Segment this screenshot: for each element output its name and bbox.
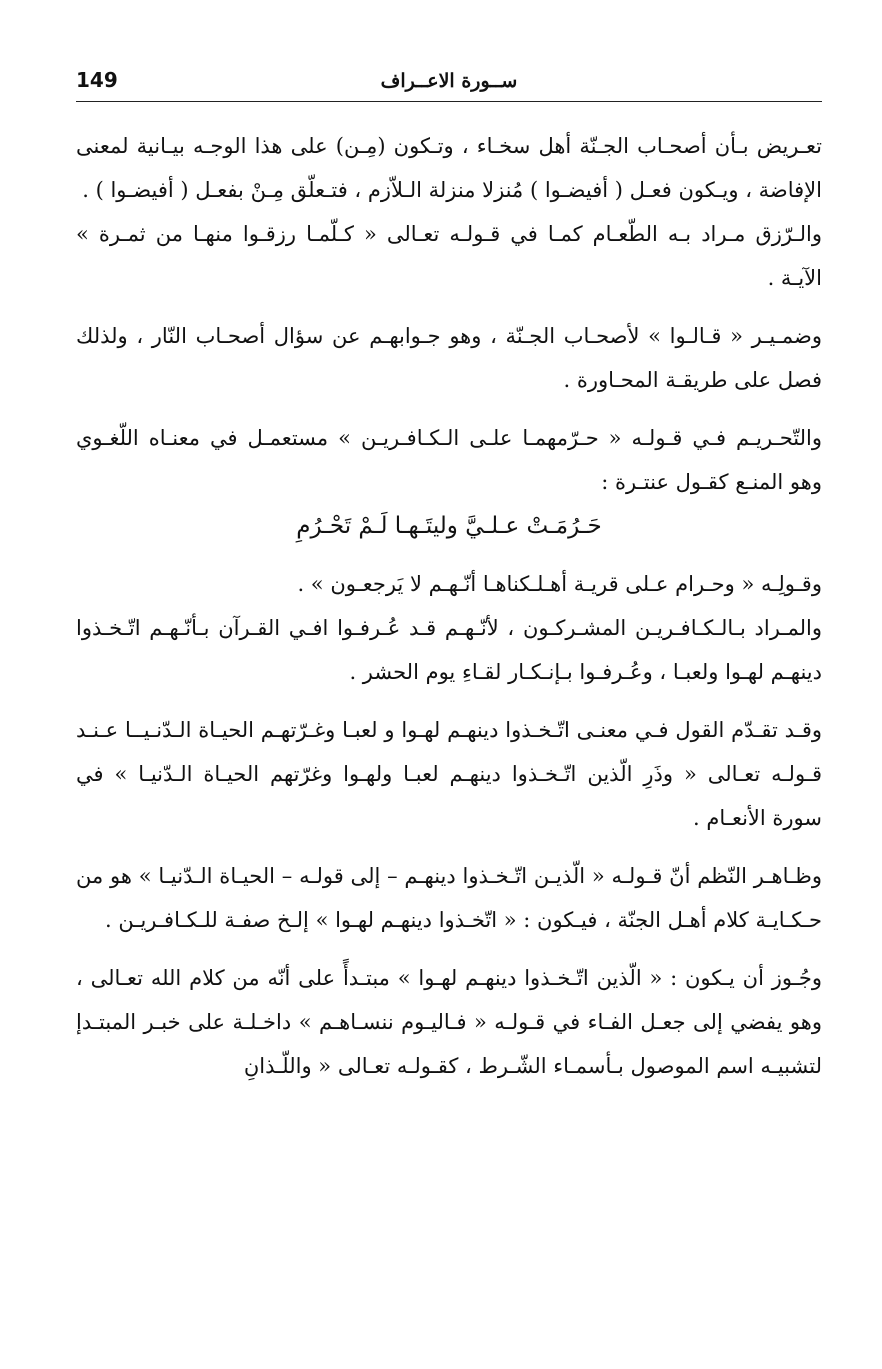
page-number: 149	[76, 68, 118, 92]
paragraph: والتّحـريـم فـي قـولـه « حـرّمهمـا علـى الـكـافـريـن » مستعمـل في معنـاه اللّغـوي وهو المنـع كقـول عنتـرة :	[76, 426, 822, 494]
paragraph: وظـاهـر النّظم أنّ قـولـه « الّذيـن اتّـخـذوا دينهـم – إلى قولـه – الحيـاة الـدّنيـا » هو من حـكـايـة كلام أهـل الجنّة ، فيـكون : « اتّخـذوا دينهـم لهـوا » إلـخ صفـة للـكـافـريـن .	[76, 864, 822, 932]
paragraph: وقـد تقـدّم القول فـي معنـى اتّـخـذوا دينهـم لهـوا و لعبـا وغـرّتهـم الحيـاة الـدّنـيــا عـنـد قـولـه تعـالى « وذَرِ الّذين اتّـخـذوا دينهـم لعبـا ولهـوا وغرّتهم الحيـاة الـدّنيـا » في سورة الأنعـام .	[76, 718, 822, 830]
header-divider	[76, 101, 822, 102]
paragraph: تعـريض بـأن أصحـاب الجـنّة أهل سخـاء ، وتـكون (مِـن) على هذا الوجـه بيـانية لمعنى الإفاضة ، ويـكون فعـل ( أفيضـوا ) مُنزلا منزلة الـلاّزم ، فتـعلّق مِـنْ بفعـل ( أفيضـوا ) .	[76, 134, 822, 202]
paragraph: والـرّزق مـراد بـه الطّعـام كمـا في قـولـه تعـالى « كـلّمـا رزقـوا منهـا من ثمـرة » الآيـة .	[76, 222, 822, 290]
paragraph: والمـراد بـالـكـافـريـن المشـركـون ، لأنّـهـم قـد عُـرفـوا افـي القـرآن بـأنّـهـم اتّـخـذوا دينهـم لهـوا ولعبـا ، وعُـرفـوا بـإنـكـار لقـاءِ يوم الحشر .	[76, 616, 822, 684]
surah-title: ســورة الاعــراف	[380, 70, 518, 92]
page-body	[76, 124, 822, 1088]
paragraph: وقـولِـه « وحـرام عـلى قريـة أهـلـكناهـا أنّـهـم لا يَرجعـون » .	[297, 572, 822, 596]
paragraph: وضمـيـر « قـالـوا » لأصحـاب الجـنّة ، وهو جـوابهـم عن سؤال أصحـاب النّار ، ولذلك فصل على طريقـة المحـاورة .	[76, 324, 822, 392]
paragraph: وجُـوز أن يـكون : « الّذين اتّـخـذوا دينهـم لهـوا » مبتـدأً على أنّه من كلام الله تعـالى ، وهو يفضي إلى جعـل الفـاء في قـولـه « فـاليـوم ننسـاهـم » داخـلـة على خبـر المبتـدإ لتشبيـه اسم الموصول بـأسمـاء الشّـرط ، كقـولـه تعـالى « واللّـذانِ	[76, 966, 822, 1078]
poetry-verse: حَـرُمَـتْ عـلـيَّ وليتَـهـا لَـمْ تَحْـرُمِ	[296, 513, 602, 539]
page-header	[76, 66, 822, 100]
